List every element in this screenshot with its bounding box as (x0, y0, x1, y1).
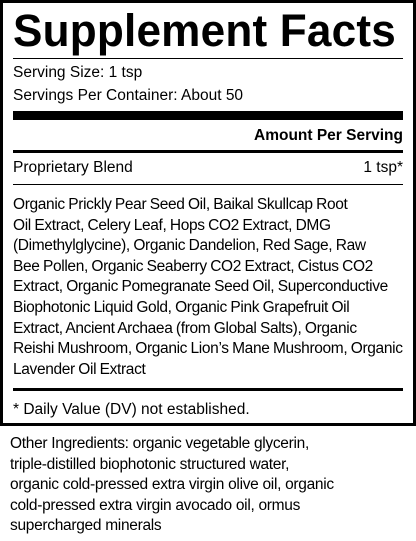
other-ingredients-line: supercharged minerals (10, 517, 162, 535)
servings-per-container: Servings Per Container: About 50 (13, 87, 244, 104)
blend-row (13, 159, 403, 177)
serving-size: Serving Size: 1 tsp (13, 64, 143, 81)
amount-per-serving-header: Amount Per Serving (254, 127, 403, 144)
ingredient-line: Biophotonic Liquid Gold, Organic Pink Grapefruit Oil (13, 298, 350, 316)
ingredient-line: (Dimethylglycine), Organic Dandelion, Red Sage, Raw (13, 237, 366, 255)
ingredient-line: Lavender Oil Extract (13, 360, 146, 378)
ingredient-line: Organic Prickly Pear Seed Oil, Baikal Skullcap Root (13, 196, 348, 213)
ingredient-line: Extract, Ancient Archaea (from Global Salts), Organic (13, 319, 357, 337)
header-divider (13, 150, 403, 153)
blend-divider (13, 184, 403, 185)
other-ingredients-line: cold-pressed extra virgin avocado oil, ormus (10, 496, 301, 514)
blend-name: Proprietary Blend (13, 159, 133, 176)
daily-value-footnote: * Daily Value (DV) not established. (13, 401, 250, 418)
panel-title: Supplement Facts (13, 5, 396, 56)
other-ingredients-line: Other Ingredients: organic vegetable glycerin, (10, 435, 309, 452)
thick-divider (13, 111, 403, 120)
blend-amount: 1 tsp* (363, 159, 403, 176)
ingredient-line: Oil Extract, Celery Leaf, Hops CO2 Extract, DMG (13, 216, 331, 234)
other-ingredients-line: triple-distilled biophotonic structured water, (10, 455, 290, 473)
other-ingredients (10, 434, 410, 537)
blend-ingredients (13, 195, 409, 380)
ingredient-line: Extract, Organic Pomegranate Seed Oil, Superconductive (13, 278, 388, 296)
title-divider (13, 58, 403, 59)
other-ingredients-line: organic cold-pressed extra virgin olive oil, organic (10, 476, 334, 494)
footnote-divider (13, 388, 403, 391)
ingredient-line: Reishi Mushroom, Organic Lion’s Mane Mushroom, Organic (13, 340, 403, 358)
ingredient-line: Bee Pollen, Organic Seaberry CO2 Extract, Cistus CO2 (13, 257, 373, 275)
